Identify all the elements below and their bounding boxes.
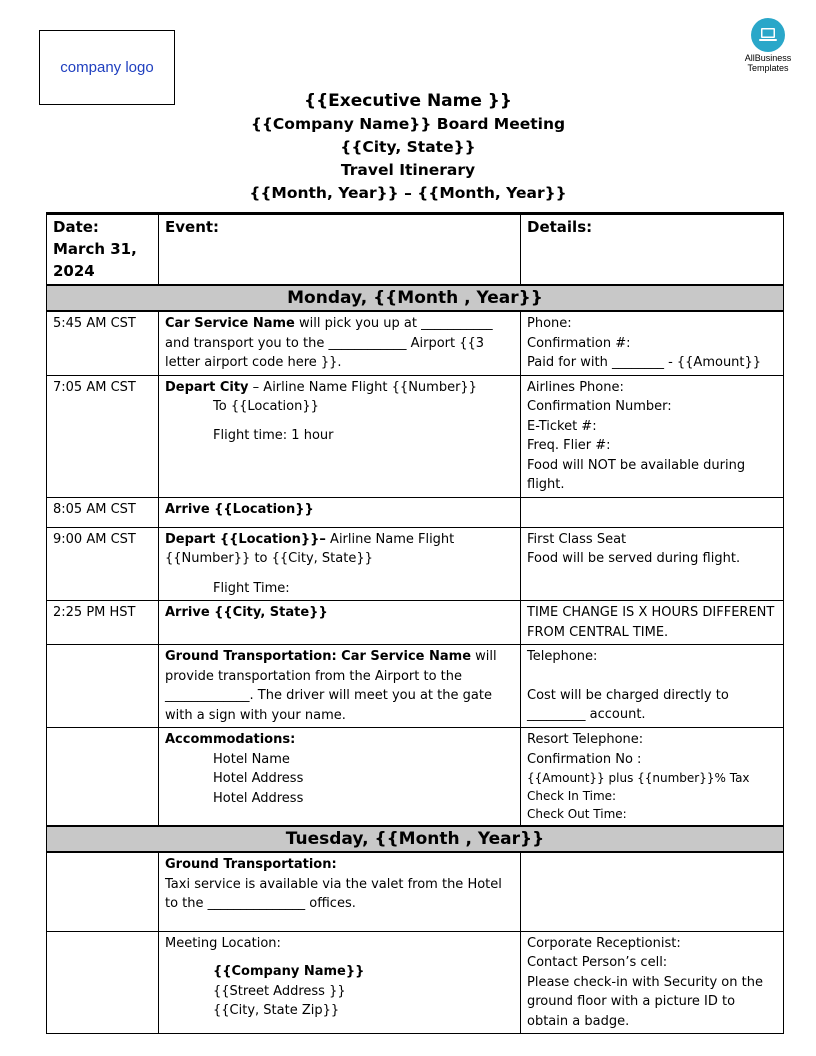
detail-line: Check In Time: (527, 789, 617, 803)
detail-line: {{Amount}} plus {{number}}% Tax (527, 771, 750, 785)
executive-name: {{Executive Name }} (303, 91, 513, 111)
detail-line: Resort Telephone: (527, 732, 644, 747)
detail-line: Airlines Phone: (527, 379, 624, 395)
event-text: Airline Name Flight {{Number}} to {{City, State}} (165, 531, 455, 566)
time-cell: 9:00 AM CST (47, 527, 159, 601)
laptop-icon (751, 18, 785, 52)
allbusiness-templates-brand (738, 18, 798, 73)
time-cell (47, 728, 159, 827)
event-cell (159, 601, 521, 645)
details-cell (521, 497, 784, 527)
event-cell (159, 931, 521, 1034)
event-text: will provide transportation from the Airport to the _____________. The driver will meet you at the gate with a sign with your name. (165, 649, 497, 723)
date-header: Date: March 31, 2024 (47, 214, 159, 286)
brand-name-line2: Templates (747, 63, 789, 73)
day-label-monday: Monday, {{Month , Year}} (47, 285, 784, 311)
date-range: {{Month, Year}} – {{Month, Year}} (249, 184, 567, 202)
detail-line: Phone: (527, 316, 572, 331)
event-cell (159, 497, 521, 527)
time-cell: 5:45 AM CST (47, 311, 159, 375)
detail-line: Freq. Flier #: (527, 438, 611, 453)
details-cell (521, 311, 784, 375)
detail-line: Food will NOT be available during flight. (527, 457, 746, 492)
event-cell (159, 311, 521, 375)
table-row (47, 375, 784, 497)
event-text: – Airline Name Flight {{Number}} (248, 379, 477, 395)
event-cell (159, 527, 521, 601)
event-line: {{Street Address }} (213, 983, 346, 999)
event-line: To {{Location}} (213, 399, 319, 414)
day-row-monday (47, 285, 784, 311)
time-cell (47, 852, 159, 931)
event-cell (159, 728, 521, 827)
table-row (47, 311, 784, 375)
detail-line: Please check-in with Security on the ground floor with a picture ID to obtain a badge. (527, 974, 763, 1029)
time-cell: 8:05 AM CST (47, 497, 159, 527)
detail-line: Contact Person’s cell: (527, 955, 668, 970)
itinerary-table (46, 212, 784, 1034)
detail-line: Telephone: (527, 649, 598, 664)
time-cell: 2:25 PM HST (47, 601, 159, 645)
detail-line: Corporate Receptionist: (527, 935, 681, 951)
details-cell (521, 645, 784, 728)
details-cell (521, 375, 784, 497)
event-text: will pick you up at ___________ and transport you to the ____________ Airport {{3 letter airport code here }}. (165, 316, 493, 370)
table-row (47, 601, 784, 645)
event-title: Arrive {{City, State}} (165, 605, 328, 620)
event-line: Flight Time: (213, 580, 290, 596)
table-row (47, 497, 784, 527)
detail-line: Paid for with ________ - {{Amount}} (527, 355, 762, 370)
details-cell (521, 601, 784, 645)
event-title: Ground Transportation: Car Service Name (165, 649, 472, 664)
event-title: Car Service Name (165, 316, 295, 331)
event-line: Meeting Location: (165, 935, 281, 951)
details-cell (521, 931, 784, 1034)
event-line: {{Company Name}} (213, 964, 365, 979)
event-line: {{City, State Zip}} (213, 1003, 340, 1018)
table-row (47, 645, 784, 728)
table-row (47, 728, 784, 827)
event-cell (159, 645, 521, 728)
detail-line: Food will be served during flight. (527, 551, 741, 566)
details-cell (521, 728, 784, 827)
city-state: {{City, State}} (340, 138, 476, 156)
event-title: Arrive {{Location}} (165, 501, 314, 517)
table-row (47, 931, 784, 1034)
details-header: Details: (521, 214, 784, 286)
event-title: Accommodations: (165, 732, 296, 747)
detail-line: First Class Seat (527, 531, 627, 547)
details-cell (521, 852, 784, 931)
detail-line: Confirmation Number: (527, 399, 672, 414)
time-cell (47, 645, 159, 728)
event-line: Flight time: 1 hour (213, 427, 334, 443)
time-cell (47, 931, 159, 1034)
detail-line: Check Out Time: (527, 807, 627, 821)
event-line: Hotel Address (213, 771, 304, 786)
detail-line: E-Ticket #: (527, 418, 597, 434)
detail-line: TIME CHANGE IS X HOURS DIFFERENT FROM CENTRAL TIME. (527, 605, 775, 640)
day-row-tuesday (47, 826, 784, 852)
detail-line: Confirmation No : (527, 751, 642, 767)
event-line: Hotel Name (213, 751, 290, 767)
company-logo-text: company logo (60, 59, 154, 76)
details-cell (521, 527, 784, 601)
table-row (47, 527, 784, 601)
event-line: Hotel Address (213, 790, 304, 806)
event-title: Depart City (165, 379, 249, 395)
brand-name-line1: AllBusiness (744, 53, 792, 63)
time-cell: 7:05 AM CST (47, 375, 159, 497)
document-title: Travel Itinerary (340, 161, 476, 179)
detail-line: Confirmation #: (527, 335, 631, 351)
meeting-title: {{Company Name}} Board Meeting (250, 115, 566, 133)
event-text: Taxi service is available via the valet from the Hotel to the _______________ offices. (165, 876, 502, 911)
day-label-tuesday: Tuesday, {{Month , Year}} (47, 826, 784, 852)
event-title: Depart {{Location}}– (165, 531, 326, 547)
table-row (47, 852, 784, 931)
detail-line: Cost will be charged directly to _________ account. (527, 687, 729, 722)
table-header-row (47, 214, 784, 286)
event-title: Ground Transportation: (165, 857, 337, 872)
document-header (0, 90, 816, 205)
event-header: Event: (159, 214, 521, 286)
event-cell (159, 852, 521, 931)
event-cell (159, 375, 521, 497)
